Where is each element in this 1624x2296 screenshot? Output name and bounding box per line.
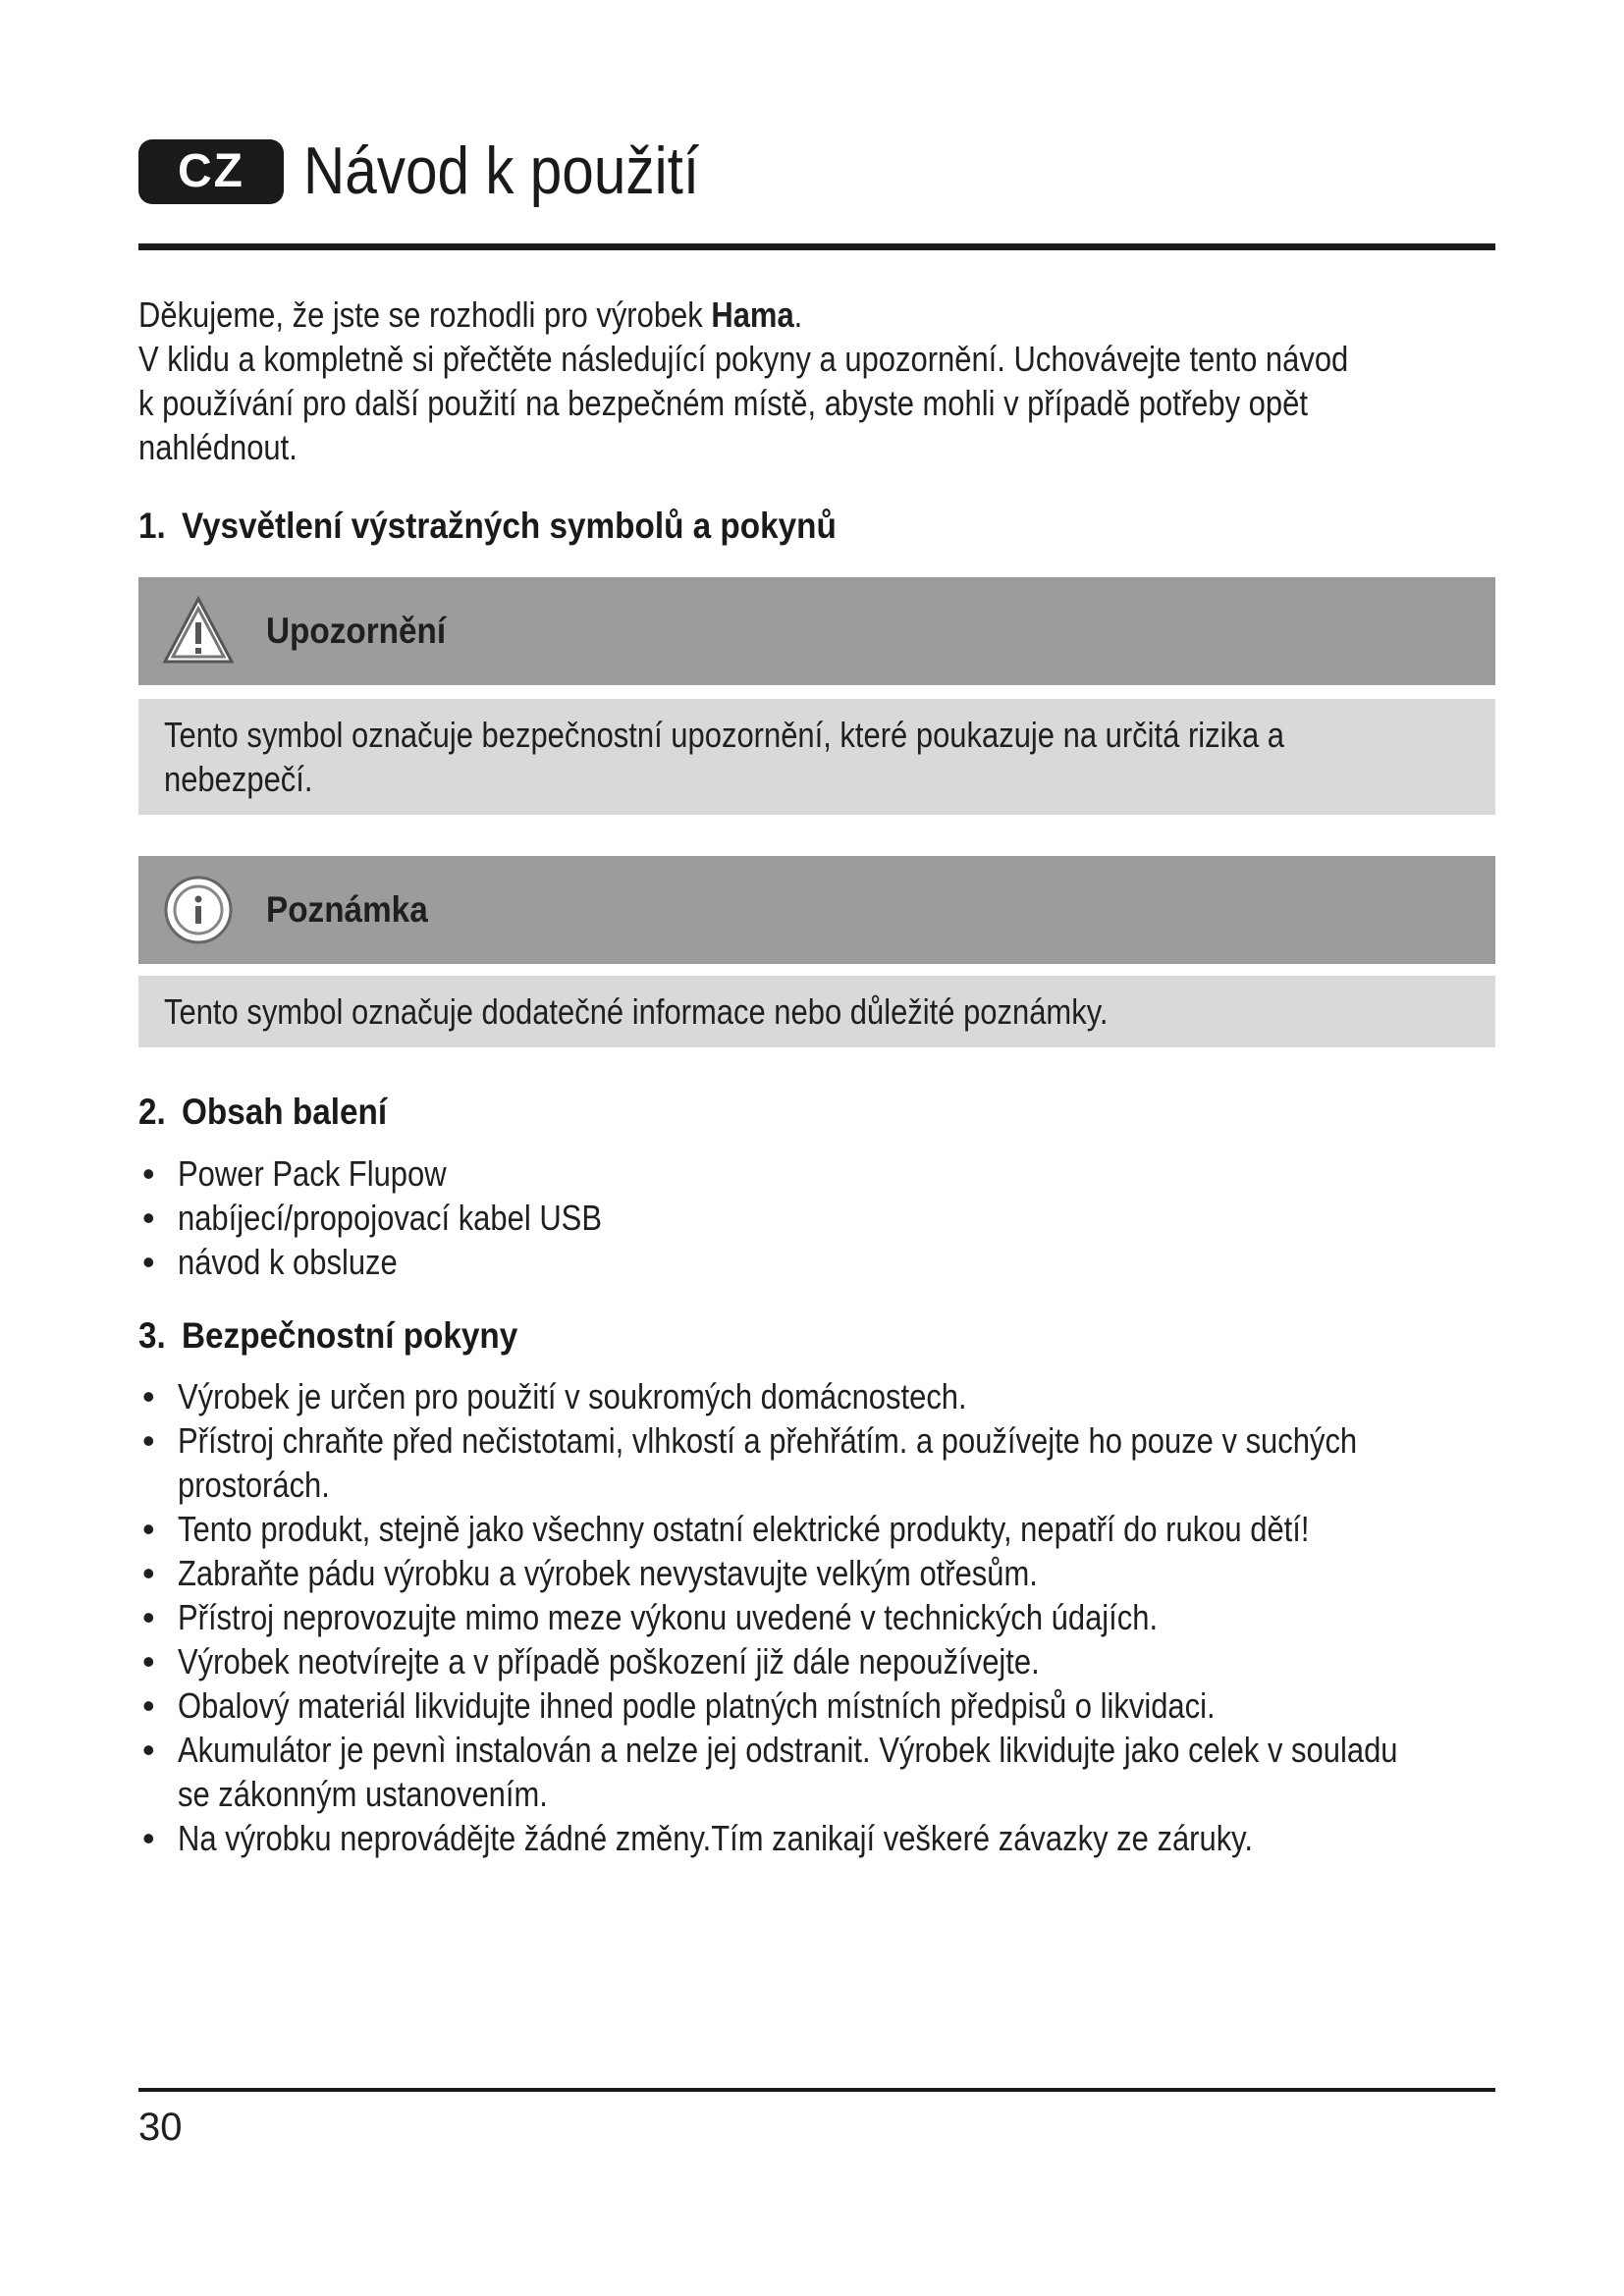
section-3-title: Bezpečnostní pokyny xyxy=(181,1315,518,1356)
note-label: Poznámka xyxy=(266,889,428,930)
section-1-heading xyxy=(138,506,837,547)
page-number: 30 xyxy=(138,2106,183,2149)
section-1-title: Vysvětlení výstražných symbolů a pokynů xyxy=(181,506,837,546)
list-item: • Obalový materiál likvidujte ihned podle platných místních předpisů o likvidaci. xyxy=(138,1683,1513,1728)
list-item: • Akumulátor je pevnì instalován a nelze jej odstranit. Výrobek likvidujte jako celek v souladu se zákonným ustanovením. xyxy=(138,1728,1513,1816)
note-header xyxy=(138,856,1495,964)
intro-paragraph xyxy=(138,293,1503,469)
warning-label: Upozornění xyxy=(266,611,447,651)
safety-instructions-list xyxy=(138,1374,1513,1860)
section-1-number: 1. xyxy=(138,506,166,546)
list-item: • Zabraňte pádu výrobku a výrobek nevystavujte velkým otřesům. xyxy=(138,1551,1513,1595)
list-item: • návod k obsluze xyxy=(138,1240,1513,1284)
list-item: • Power Pack Flupow xyxy=(138,1151,1513,1196)
list-item: • nabíjecí/propojovací kabel USB xyxy=(138,1196,1513,1240)
brand-name: Hama xyxy=(711,294,794,335)
section-3-number: 3. xyxy=(138,1315,166,1356)
intro-line-3: k používání pro další použití na bezpečném místě, abyste mohli v případě potřeby opět xyxy=(138,383,1308,423)
intro-line-1-suffix: . xyxy=(793,294,803,335)
language-badge: CZ xyxy=(138,139,284,204)
intro-line-4: nahlédnout. xyxy=(138,427,298,467)
warning-body xyxy=(138,699,1495,815)
list-item: • Přístroj chraňte před nečistotami, vlhkostí a přehřátím. a používejte ho pouze v suchých prostorách. xyxy=(138,1418,1513,1507)
note-text: Tento symbol označuje dodatečné informace nebo důležité poznámky. xyxy=(164,991,1109,1032)
list-item: • Na výrobku neprovádějte žádné změny.Tím zanikají veškeré závazky ze záruky. xyxy=(138,1816,1513,1860)
page-header xyxy=(138,133,1493,212)
warning-triangle-icon xyxy=(162,595,235,667)
section-2-number: 2. xyxy=(138,1092,166,1132)
warning-text-line-2: nebezpečí. xyxy=(164,759,313,799)
warning-text-line-1: Tento symbol označuje bezpečnostní upozornění, které poukazuje na určitá rizika a xyxy=(164,715,1285,755)
section-3-heading xyxy=(138,1315,517,1357)
page-title: Návod k použití xyxy=(303,133,700,208)
list-item: • Výrobek je určen pro použití v soukromých domácnostech. xyxy=(138,1374,1513,1418)
warning-header xyxy=(138,577,1495,685)
package-contents-list xyxy=(138,1151,1513,1284)
header-divider xyxy=(138,243,1495,250)
list-item: • Tento produkt, stejně jako všechny ostatní elektrické produkty, nepatří do rukou dětí! xyxy=(138,1507,1513,1551)
footer-divider xyxy=(138,2088,1495,2092)
note-body xyxy=(138,976,1495,1047)
section-2-title: Obsah balení xyxy=(181,1092,388,1132)
section-2-heading xyxy=(138,1092,387,1133)
list-item: • Výrobek neotvírejte a v případě poškození již dále nepoužívejte. xyxy=(138,1639,1513,1683)
list-item: • Přístroj neprovozujte mimo meze výkonu uvedené v technických údajích. xyxy=(138,1595,1513,1639)
intro-line-2: V klidu a kompletně si přečtěte následující pokyny a upozornění. Uchovávejte tento návod xyxy=(138,339,1349,379)
intro-line-1-prefix: Děkujeme, že jste se rozhodli pro výrobek xyxy=(138,294,712,335)
info-circle-icon xyxy=(162,874,235,946)
